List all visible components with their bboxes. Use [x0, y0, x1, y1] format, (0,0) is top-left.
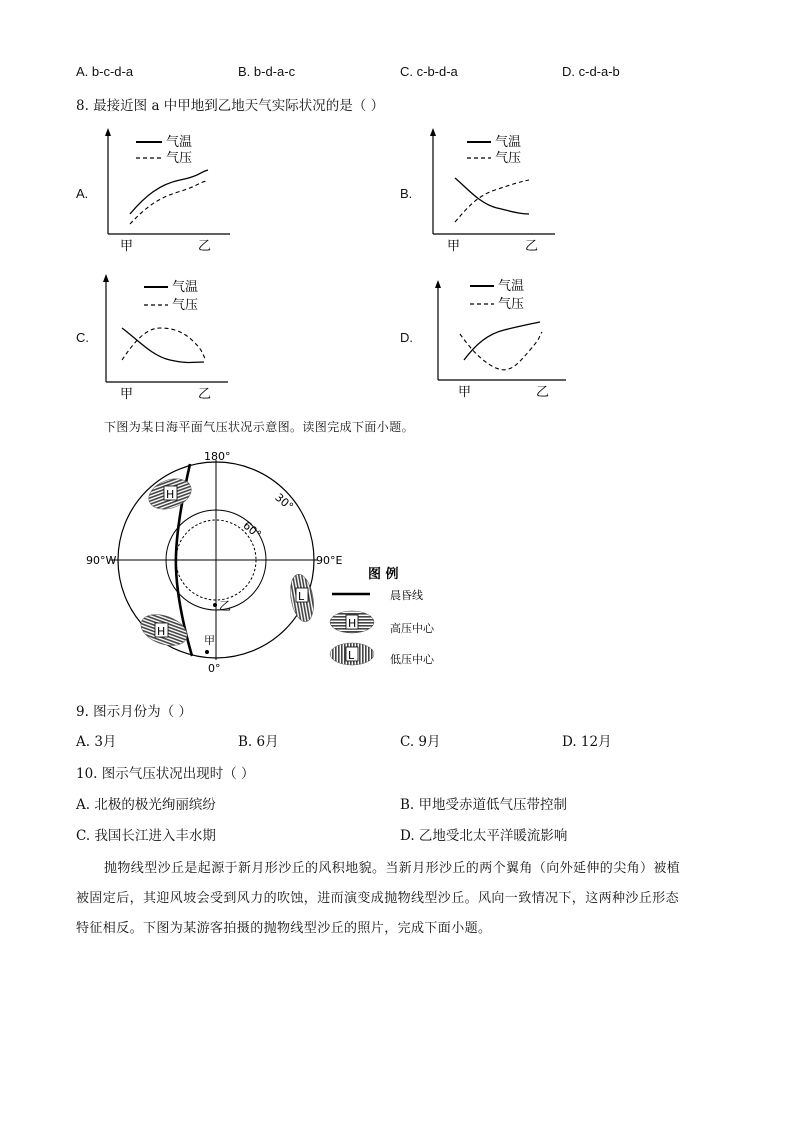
- q10-option-d: D. 乙地受北太平洋暖流影响: [400, 828, 568, 844]
- legend-h-label: H: [348, 617, 357, 630]
- x-start-jia: 甲: [458, 385, 472, 400]
- high-label: H: [166, 488, 175, 501]
- q10-option-c: C. 我国长江进入丰水期: [76, 828, 216, 844]
- q8-panel-d-graph: [430, 278, 580, 404]
- q10-option-a: A. 北极的极光绚丽缤纷: [76, 797, 216, 813]
- q8-panel-c-label: C.: [76, 330, 89, 345]
- map-intro-text: 下图为某日海平面气压状况示意图。读图完成下面小题。: [104, 420, 415, 434]
- q9-question-text: 9. 图示月份为（ ）: [76, 704, 192, 720]
- q7-option-a: A. b-c-d-a: [76, 64, 134, 79]
- q9-option-d: D. 12月: [562, 734, 612, 750]
- legend-pressure: 气压: [172, 298, 199, 313]
- label-90w: 90°W: [86, 554, 117, 567]
- q9-option-c: C. 9月: [400, 734, 441, 750]
- low-label: L: [298, 590, 305, 603]
- q8-panel-b-graph: [425, 126, 565, 256]
- point-jia-label: 甲: [204, 634, 215, 647]
- legend-pressure: 气压: [495, 151, 522, 166]
- label-90e: 90°E: [316, 554, 343, 567]
- q10-question-text: 10. 图示气压状况出现时（ ）: [76, 766, 255, 782]
- q7-option-d: D. c-d-a-b: [562, 64, 620, 79]
- q7-option-c: C. c-b-d-a: [400, 64, 458, 79]
- legend-high: 高压中心: [390, 622, 434, 635]
- label-60-deg: 60°: [240, 518, 264, 542]
- legend-temperature: 气温: [172, 280, 199, 295]
- dune-paragraph-line-3: 特征相反。下图为某游客拍摄的抛物线型沙丘的照片，完成下面小题。: [76, 921, 492, 936]
- q8-panel-a-label: A.: [76, 186, 89, 201]
- legend-l-label: L: [348, 649, 355, 662]
- x-start-jia: 甲: [120, 387, 134, 402]
- legend-low: 低压中心: [390, 653, 434, 666]
- x-start-jia: 甲: [447, 239, 461, 254]
- legend-pressure: 气压: [166, 151, 193, 166]
- x-end-yi: 乙: [525, 239, 539, 254]
- polar-pressure-map: [80, 448, 440, 678]
- legend-terminator: 晨昏线: [390, 589, 423, 602]
- legend-title: 图 例: [368, 567, 399, 582]
- dune-paragraph-line-1: 抛物线型沙丘是起源于新月形沙丘的风积地貌。当新月形沙丘的两个翼角（向外延伸的尖角）被植: [104, 861, 681, 876]
- legend-pressure: 气压: [498, 297, 525, 312]
- dune-paragraph-line-2: 被固定后，其迎风坡会受到风力的吹蚀，进而演变成抛物线型沙丘。风向一致情况下，这两种沙丘形态: [76, 891, 680, 906]
- legend-temperature: 气温: [495, 135, 522, 150]
- point-jia-dot: [205, 650, 209, 654]
- q8-panel-d-label: D.: [400, 330, 413, 345]
- x-end-yi: 乙: [198, 387, 212, 402]
- point-yi-dot: [213, 603, 217, 607]
- q8-question-text: 8. 最接近图 a 中甲地到乙地天气实际状况的是（ ）: [76, 98, 385, 114]
- q9-option-b: B. 6月: [238, 734, 279, 750]
- label-0: 0°: [208, 662, 221, 675]
- label-30-deg: 30°: [272, 490, 296, 514]
- legend-temperature: 气温: [498, 279, 525, 294]
- x-end-yi: 乙: [198, 239, 212, 254]
- q9-option-a: A. 3月: [76, 734, 117, 750]
- q10-option-b: B. 甲地受赤道低气压带控制: [400, 797, 568, 813]
- q8-panel-c-graph: [98, 272, 238, 402]
- high-label: H: [157, 625, 166, 638]
- legend-temperature: 气温: [166, 135, 193, 150]
- q7-option-b: B. b-d-a-c: [238, 64, 296, 79]
- q8-panel-b-label: B.: [400, 186, 413, 201]
- label-180: 180°: [204, 450, 231, 463]
- x-start-jia: 甲: [120, 239, 134, 254]
- point-yi-label: 乙: [219, 599, 232, 613]
- q8-panel-a-graph: [100, 126, 240, 256]
- x-end-yi: 乙: [536, 385, 550, 400]
